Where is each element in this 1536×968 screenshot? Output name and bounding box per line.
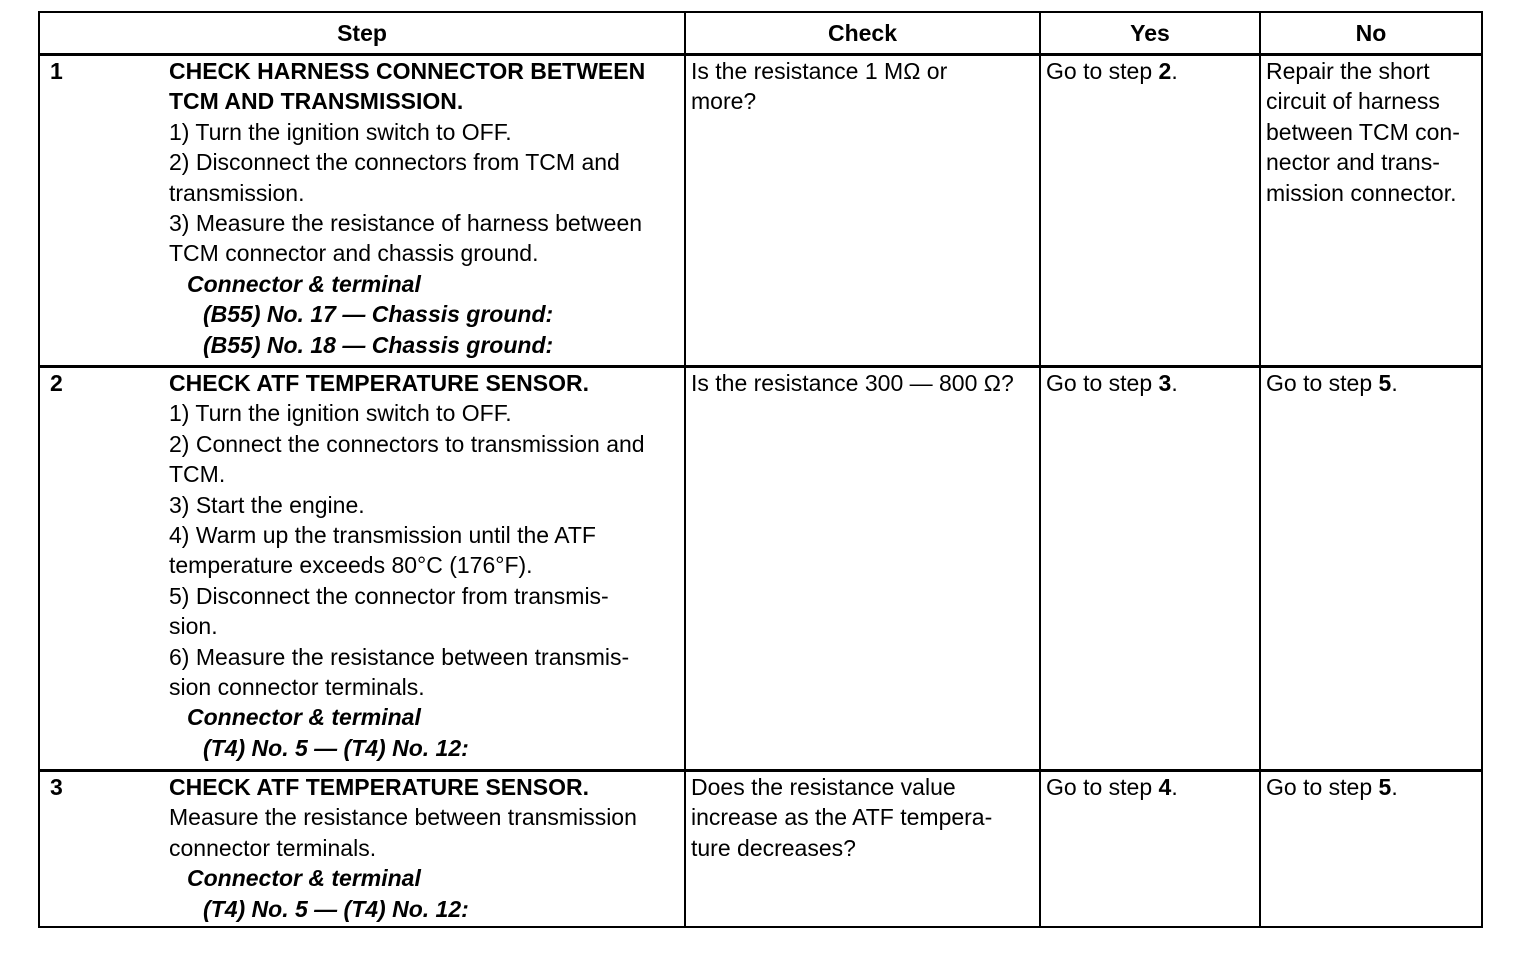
step-instruction: temperature exceeds 80°C (176°F).: [169, 552, 533, 579]
header-row: [39, 12, 1482, 55]
step-instruction: 1) Turn the ignition switch to OFF.: [169, 118, 512, 145]
step-instruction: sion connector terminals.: [169, 674, 425, 701]
header-check: Check: [685, 12, 1040, 55]
yes-cell: [1040, 771, 1260, 928]
connector-label: Connector & terminal: [187, 865, 421, 892]
step-instruction: 4) Warm up the transmission until the ATF: [169, 522, 596, 549]
connector-label: Connector & terminal: [187, 270, 421, 297]
step-instruction: connector terminals.: [169, 834, 377, 861]
table-row: [39, 55, 1482, 367]
step-cell: [39, 771, 685, 928]
no-step-ref: 5: [1378, 370, 1392, 396]
yes-step-ref: 4: [1158, 774, 1172, 800]
step-number: 2: [50, 370, 63, 396]
no-suffix: .: [1391, 774, 1398, 800]
no-step-ref: 5: [1378, 774, 1392, 800]
step-cell: [39, 367, 685, 771]
header-no: No: [1260, 12, 1482, 55]
step-number: 3: [50, 774, 63, 800]
no-text: mission connector.: [1266, 179, 1457, 206]
no-text: Repair the short: [1266, 58, 1430, 84]
table-row: [39, 367, 1482, 771]
no-suffix: .: [1391, 370, 1398, 396]
table-row: [39, 771, 1482, 928]
connector-item: (T4) No. 5 — (T4) No. 12:: [203, 895, 469, 922]
no-text: Go to step: [1266, 370, 1379, 396]
step-body: [169, 56, 678, 360]
step-instruction: TCM connector and chassis ground.: [169, 240, 539, 267]
connector-item: (B55) No. 17 — Chassis ground:: [203, 301, 554, 328]
yes-suffix: .: [1171, 58, 1178, 84]
header-yes: Yes: [1040, 12, 1260, 55]
yes-text: Go to step: [1046, 370, 1159, 396]
check-text: Is the resistance 1 MΩ or: [691, 58, 948, 84]
no-cell: [1260, 771, 1482, 928]
step-number: 1: [50, 58, 63, 84]
no-text: Go to step: [1266, 774, 1379, 800]
yes-text: Go to step: [1046, 774, 1159, 800]
yes-cell: [1040, 55, 1260, 367]
check-text: more?: [691, 88, 757, 115]
connector-item: (B55) No. 18 — Chassis ground:: [203, 331, 554, 358]
step-instruction: sion.: [169, 613, 218, 640]
step-instruction: transmission.: [169, 179, 305, 206]
connector-label: Connector & terminal: [187, 704, 421, 731]
step-instruction: 3) Measure the resistance of harness between: [169, 210, 643, 237]
yes-cell: [1040, 367, 1260, 771]
step-instruction: 3) Start the engine.: [169, 491, 365, 518]
yes-suffix: .: [1171, 774, 1178, 800]
yes-step-ref: 3: [1158, 370, 1172, 396]
step-title: CHECK ATF TEMPERATURE SENSOR.: [169, 370, 589, 396]
step-instruction: 6) Measure the resistance between transmis-: [169, 643, 630, 670]
step-title: CHECK HARNESS CONNECTOR BETWEEN: [169, 58, 646, 84]
no-cell: [1260, 367, 1482, 771]
step-title: CHECK ATF TEMPERATURE SENSOR.: [169, 774, 589, 800]
check-text: ture decreases?: [691, 834, 856, 861]
step-instruction: 1) Turn the ignition switch to OFF.: [169, 400, 512, 427]
check-cell: [685, 55, 1040, 367]
check-text: Is the resistance 300 — 800 Ω?: [691, 370, 1014, 396]
no-text: nector and trans-: [1266, 149, 1440, 176]
yes-suffix: .: [1171, 370, 1178, 396]
yes-step-ref: 2: [1158, 58, 1172, 84]
step-instruction: TCM.: [169, 461, 226, 488]
check-text: Does the resistance value: [691, 774, 956, 800]
no-text: circuit of harness: [1266, 88, 1440, 115]
step-instruction: Measure the resistance between transmission: [169, 804, 637, 831]
step-instruction: 5) Disconnect the connector from transmis-: [169, 582, 609, 609]
step-body: [169, 772, 678, 924]
header-step: Step: [39, 12, 685, 55]
check-text: increase as the ATF tempera-: [691, 804, 993, 831]
step-body: [169, 368, 678, 763]
connector-item: (T4) No. 5 — (T4) No. 12:: [203, 734, 469, 761]
check-cell: [685, 367, 1040, 771]
diagnostic-table: [38, 11, 1483, 928]
step-instruction: 2) Disconnect the connectors from TCM and: [169, 149, 620, 176]
no-cell: [1260, 55, 1482, 367]
yes-text: Go to step: [1046, 58, 1159, 84]
step-instruction: 2) Connect the connectors to transmission and: [169, 430, 645, 457]
step-title: TCM AND TRANSMISSION.: [169, 88, 464, 115]
check-cell: [685, 771, 1040, 928]
step-cell: [39, 55, 685, 367]
no-text: between TCM con-: [1266, 118, 1460, 145]
